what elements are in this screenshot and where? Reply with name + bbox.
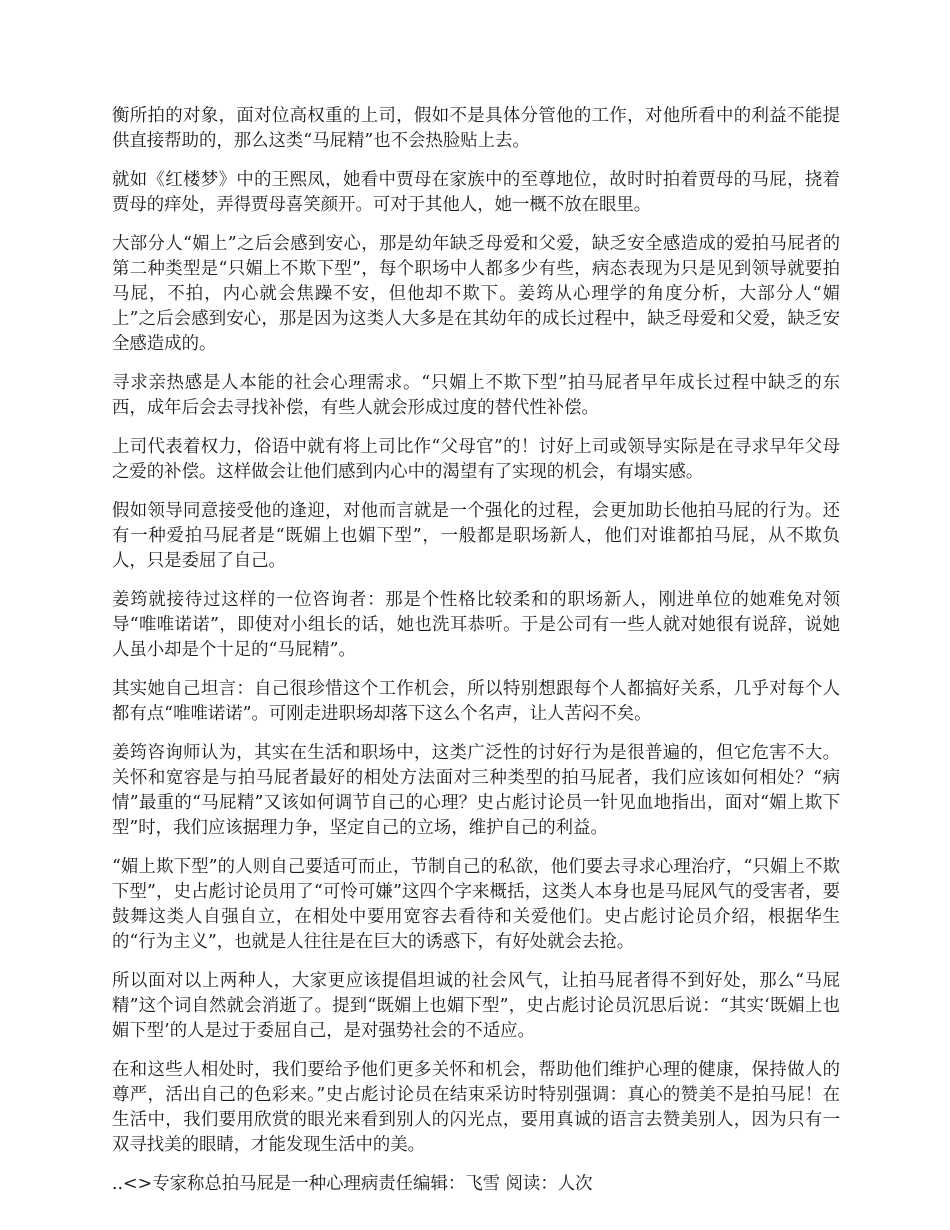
paragraph: 上司代表着权力，俗语中就有将上司比作“父母官”的！讨好上司或领导实际是在寻求早年父母之爱的补偿。这样做会让他们感到内心中的渴望有了实现的机会，有塌实感。 bbox=[112, 437, 840, 482]
paragraph: 姜筠就接待过这样的一位咨询者：那是个性格比较柔和的职场新人，刚进单位的她难免对领导“唯唯诺诺”，即使对小组长的话，她也洗耳恭听。于是公司有一些人就对她很有说辞，说她人虽小却是个十足的“马屁精”。 bbox=[112, 590, 840, 660]
paragraph: 大部分人“媚上”之后会感到安心，那是幼年缺乏母爱和父爱，缺乏安全感造成的爱拍马屁者的第二种类型是“只媚上不欺下型”，每个职场中人都多少有些，病态表现为只是见到领导就要拍马屁，不拍，内心就会焦躁不安，但他却不欺下。姜筠从心理学的角度分析，大部分人“媚上”之后会感到安心，那是因为这类人大多是在其幼年的成长过程中，缺乏母爱和父爱，缺乏安全感造成的。 bbox=[112, 234, 840, 354]
paragraph: 在和这些人相处时，我们要给予他们更多关怀和机会，帮助他们维护心理的健康，保持做人的尊严，活出自己的色彩来。”史占彪讨论员在结束采访时特别强调：真心的赞美不是拍马屁！在生活中，我们要用欣赏的眼光来看到别人的闪光点，要用真诚的语言去赞美别人，因为只有一双寻找美的眼睛，才能发现生活中的美。 bbox=[112, 1060, 840, 1155]
paragraph: 寻求亲热感是人本能的社会心理需求。“只媚上不欺下型”拍马屁者早年成长过程中缺乏的东西，成年后会去寻找补偿，有些人就会形成过度的替代性补偿。 bbox=[112, 373, 840, 418]
paragraph: 姜筠咨询师认为，其实在生活和职场中，这类广泛性的讨好行为是很普遍的，但它危害不大。关怀和宽容是与拍马屁者最好的相处方法面对三种类型的拍马屁者，我们应该如何相处？“病情”最重的“马屁精”又该如何调节自己的心理？史占彪讨论员一针见血地指出，面对“媚上欺下型”时，我们应该据理力争，坚定自己的立场，维护自己的利益。 bbox=[112, 743, 840, 838]
paragraph: “媚上欺下型”的人则自己要适可而止，节制自己的私欲，他们要去寻求心理治疗，“只媚上不欺下型”，史占彪讨论员用了“可怜可嫌”这四个字来概括，这类人本身也是马屁风气的受害者，要鼓舞这类人自强自立，在相处中要用宽容去看待和关爱他们。史占彪讨论员介绍，根据华生的“行为主义”，也就是人往往是在巨大的诱惑下，有好处就会去抢。 bbox=[112, 857, 840, 952]
document-body bbox=[112, 104, 840, 1197]
paragraph: 所以面对以上两种人，大家更应该提倡坦诚的社会风气，让拍马屁者得不到好处，那么“马屁精”这个词自然就会消逝了。提到“既媚上也媚下型”，史占彪讨论员沉思后说：“其实‘既媚上也媚下型’的人是过于委屈自己，是对强势社会的不适应。 bbox=[112, 971, 840, 1041]
footer-editor-line: ..<>专家称总拍马屁是一种心理病责任编辑：飞雪 阅读：人次 bbox=[112, 1174, 593, 1194]
paragraph: 假如领导同意接受他的逢迎，对他而言就是一个强化的过程，会更加助长他拍马屁的行为。还有一种爱拍马屁者是“既媚上也媚下型”，一般都是职场新人，他们对谁都拍马屁，从不欺负人，只是委屈了自己。 bbox=[112, 501, 840, 571]
paragraph: 其实她自己坦言：自己很珍惜这个工作机会，所以特别想跟每个人都搞好关系，几乎对每个人都有点“唯唯诺诺”。可刚走进职场却落下这么个名声，让人苦闷不矣。 bbox=[112, 679, 840, 724]
paragraph: 衡所拍的对象，面对位高权重的上司，假如不是具体分管他的工作，对他所看中的利益不能提供直接帮助的，那么这类“马屁精”也不会热脸贴上去。 bbox=[112, 106, 840, 151]
paragraph: 就如《红楼梦》中的王熙凤，她看中贾母在家族中的至尊地位，故时时拍着贾母的马屁，挠着贾母的痒处，弄得贾母喜笑颜开。可对于其他人，她一概不放在眼里。 bbox=[112, 170, 840, 215]
